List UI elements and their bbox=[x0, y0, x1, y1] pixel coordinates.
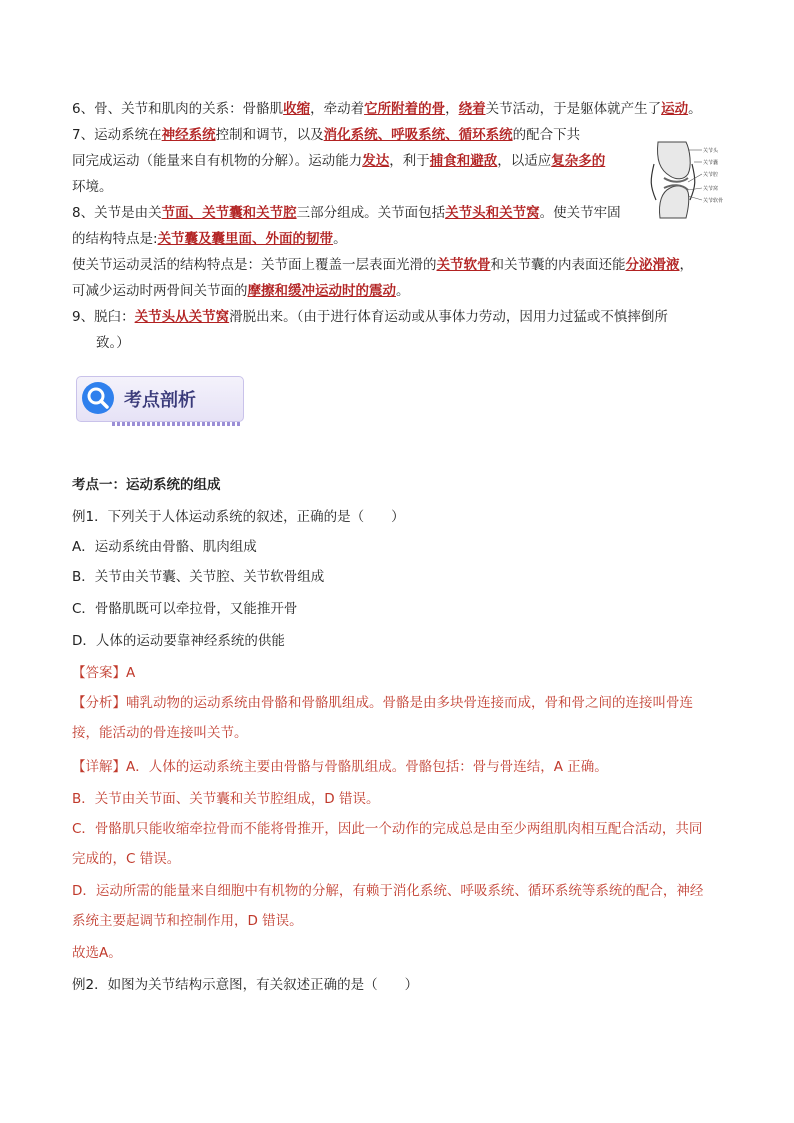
diagram-label-head: 关节头 bbox=[703, 148, 719, 154]
diagram-label-cartilage: 关节软骨 bbox=[703, 198, 724, 204]
example-1-question: 例1．下列关于人体运动系统的叙述，正确的是（ ） bbox=[72, 509, 405, 525]
item-8-line-1: 8、关节是由关节面、关节囊和关节腔三部分组成。关节面包括关节头和关节窝。使关节牢固 bbox=[72, 205, 621, 221]
analysis-line-2: 接，能活动的骨连接叫关节。 bbox=[72, 725, 248, 741]
option-c: C．骨骼肌既可以牵拉骨，又能推开骨 bbox=[72, 601, 298, 617]
search-icon bbox=[82, 382, 114, 414]
option-b: B．关节由关节囊、关节腔、关节软骨组成 bbox=[72, 569, 325, 585]
example-2-question: 例2．如图为关节结构示意图，有关叙述正确的是（ ） bbox=[72, 977, 419, 993]
joint-diagram bbox=[650, 140, 730, 220]
detail-d-line-1: D．运动所需的能量来自细胞中有机物的分解，有赖于消化系统、呼吸系统、循环系统等系统的配合，神经 bbox=[72, 883, 704, 899]
banner-title: 考点剖析 bbox=[124, 390, 196, 411]
item-9-line-2: 致。） bbox=[96, 335, 130, 351]
item-9-line-1: 9、脱臼：关节头从关节窝滑脱出来。（由于进行体育运动或从事体力劳动，因用力过猛或不慎摔倒所 bbox=[72, 309, 668, 325]
item-8-line-2: 的结构特点是:关节囊及囊里面、外面的韧带。 bbox=[72, 231, 347, 247]
item-8-line-4: 可减少运动时两骨间关节面的摩擦和缓冲运动时的震动。 bbox=[72, 283, 410, 299]
section-banner bbox=[76, 376, 242, 426]
analysis-line-1: 【分析】哺乳动物的运动系统由骨骼和骨骼肌组成。骨骼是由多块骨连接而成，骨和骨之间的连接叫骨连 bbox=[72, 695, 693, 711]
detail-d-line-2: 系统主要起调节和控制作用，D 错误。 bbox=[72, 913, 303, 929]
final-choice: 故选A。 bbox=[72, 945, 122, 961]
diagram-label-socket: 关节窝 bbox=[703, 186, 719, 192]
section-heading: 考点一：运动系统的组成 bbox=[72, 477, 221, 493]
detail-c-line-2: 完成的，C 错误。 bbox=[72, 851, 181, 867]
detail-c-line-1: C．骨骼肌只能收缩牵拉骨而不能将骨推开，因此一个动作的完成总是由至少两组肌肉相互配合活动，共同 bbox=[72, 821, 703, 837]
banner-stripe bbox=[112, 422, 242, 426]
option-a: A．运动系统由骨骼、肌肉组成 bbox=[72, 539, 257, 555]
diagram-label-cavity: 关节腔 bbox=[703, 172, 719, 178]
item-7-line-3: 环境。 bbox=[72, 179, 113, 195]
item-7-line-2: 同完成运动（能量来自有机物的分解）。运动能力发达，利于捕食和避敌，以适应复杂多的 bbox=[72, 153, 606, 169]
answer: 【答案】A bbox=[72, 665, 136, 681]
option-d: D．人体的运动要靠神经系统的供能 bbox=[72, 633, 285, 649]
diagram-label-capsule: 关节囊 bbox=[703, 160, 719, 166]
item-7-line-1: 7、运动系统在神经系统控制和调节，以及消化系统、呼吸系统、循环系统的配合下共 bbox=[72, 127, 581, 143]
item-6: 6、骨、关节和肌肉的关系：骨骼肌收缩，牵动着它所附着的骨，绕着关节活动，于是躯体就产生了运动。 bbox=[72, 101, 702, 117]
detail-a: 【详解】A．人体的运动系统主要由骨骼与骨骼肌组成。骨骼包括：骨与骨连结，A 正确。 bbox=[72, 759, 608, 775]
item-8-line-3: 使关节运动灵活的结构特点是：关节面上覆盖一层表面光滑的关节软骨和关节囊的内表面还能分泌滑液， bbox=[72, 257, 693, 273]
detail-b: B．关节由关节面、关节囊和关节腔组成，D 错误。 bbox=[72, 791, 380, 807]
